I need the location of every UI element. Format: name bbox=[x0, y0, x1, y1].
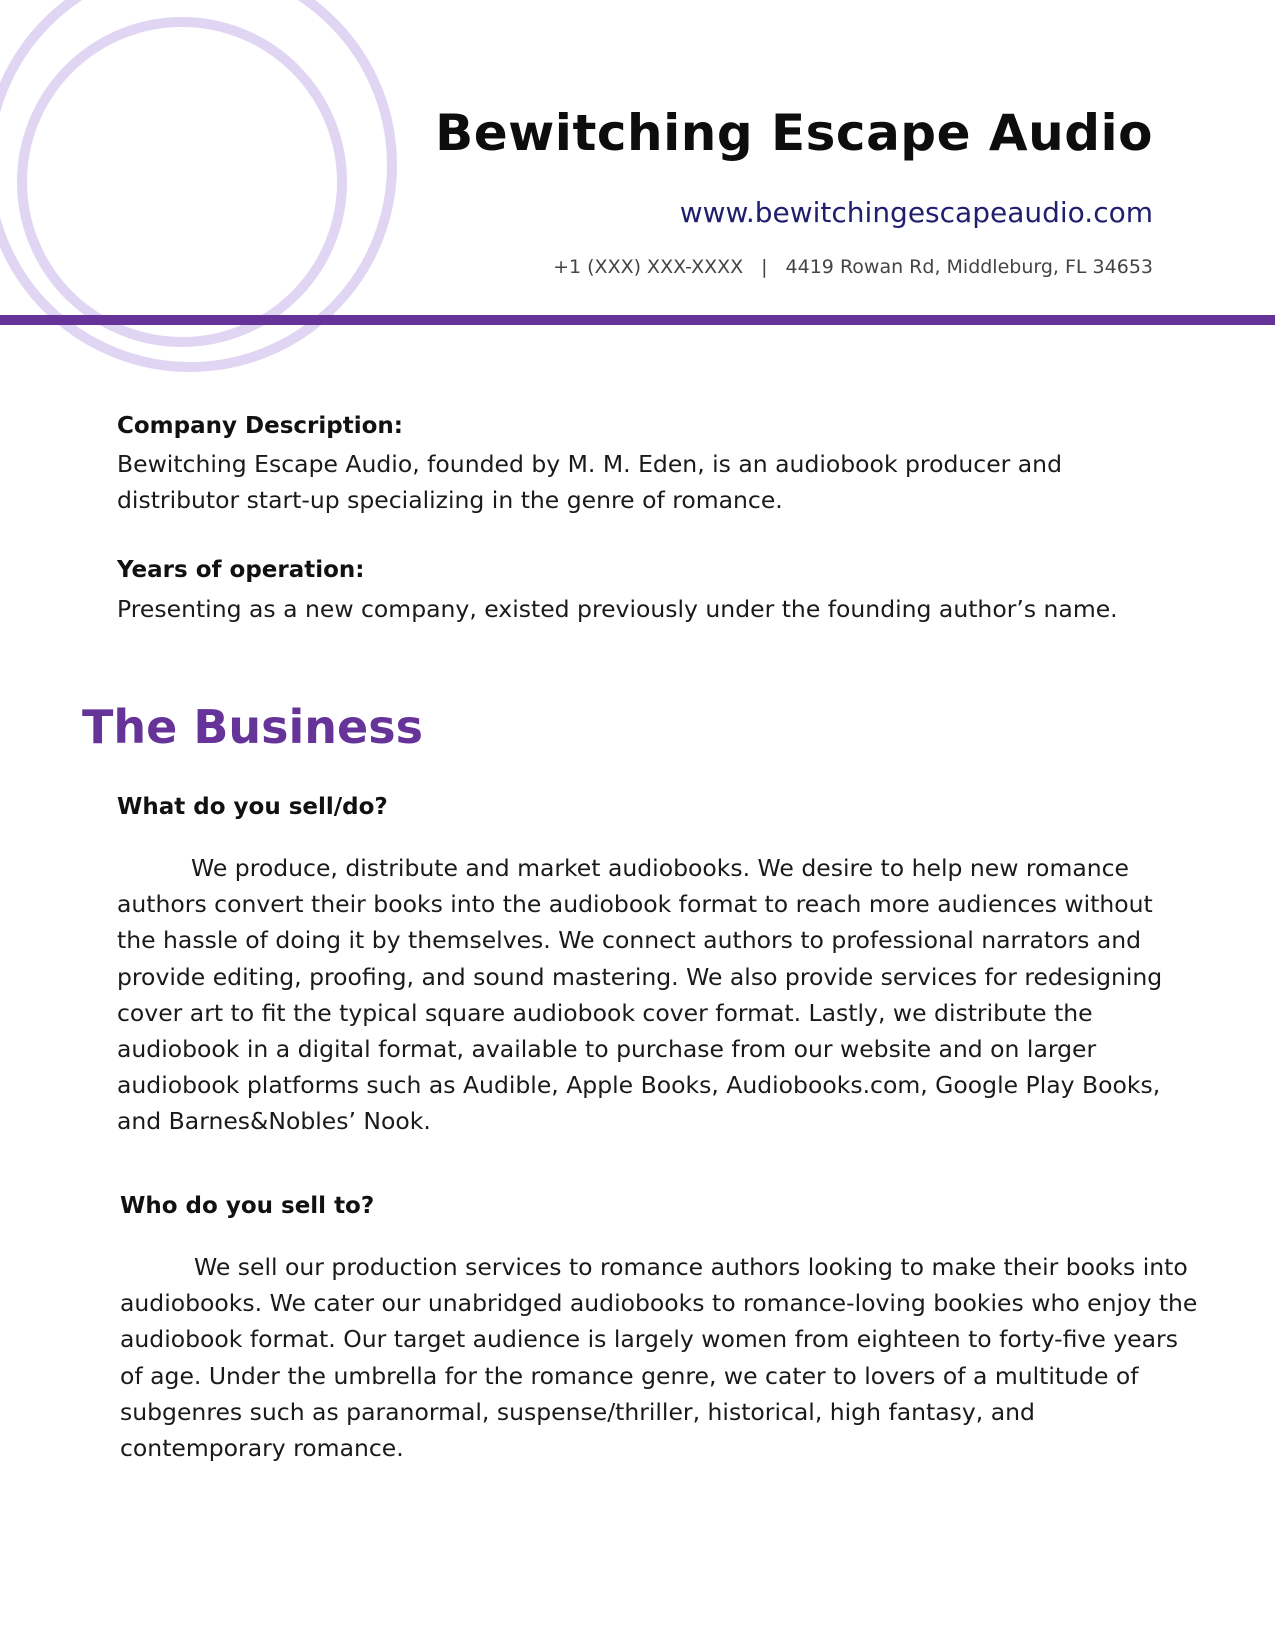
what-do-you-sell-heading: What do you sell/do? bbox=[117, 794, 388, 820]
address: 4419 Rowan Rd, Middleburg, FL 34653 bbox=[785, 256, 1153, 278]
outer-circle bbox=[0, 0, 392, 367]
inner-circle bbox=[22, 22, 342, 342]
who-do-you-sell-to-answer: We sell our production services to romance authors looking to make their books into audiobooks. We cater our unabridged audiobooks to romance-loving bookies who enjoy the audiobook format. Our target audience is largely women from eighteen to forty-five years of age. Under the umbrella for the romance genre, we cater to lovers of a multitude of subgenres such as paranormal, suspense/thriller, historical, high fantasy, and contemporary romance. bbox=[120, 1253, 1198, 1463]
phone-number: +1 (XXX) XXX-XXXX bbox=[553, 256, 744, 278]
section-title-business: The Business bbox=[82, 700, 424, 754]
years-of-operation-label: Years of operation: bbox=[117, 557, 365, 583]
what-do-you-sell-answer: We produce, distribute and market audiobooks. We desire to help new romance authors convert their books into the audiobook format to reach more audiences without the hassle of doing it by themselves. We connect authors to professional narrators and provide editing, proofing, and sound mastering. We also provide services for redesigning cover art to fit the typical square audiobook cover format. Lastly, we distribute the audiobook in a digital format, available to purchase from our website and on larger audiobook platforms such as Audible, Apple Books, Audiobooks.com, Google Play Books, and Barnes&Nobles’ Nook. bbox=[117, 854, 1163, 1136]
years-of-operation-text: Presenting as a new company, existed previously under the founding author’s name. bbox=[117, 595, 1118, 623]
header-divider bbox=[0, 315, 1275, 325]
company-description-label: Company Description: bbox=[117, 413, 403, 439]
contact-line bbox=[553, 256, 1153, 278]
who-do-you-sell-to-heading: Who do you sell to? bbox=[120, 1193, 375, 1219]
company-description-text: Bewitching Escape Audio, founded by M. M. Eden, is an audiobook producer and distributor start-up specializing in the genre of romance. bbox=[117, 450, 1062, 515]
decorative-circles bbox=[0, 0, 420, 400]
contact-separator: | bbox=[761, 256, 768, 278]
website-link[interactable]: www.bewitchingescapeaudio.com bbox=[679, 196, 1153, 229]
company-name: Bewitching Escape Audio bbox=[435, 104, 1153, 162]
